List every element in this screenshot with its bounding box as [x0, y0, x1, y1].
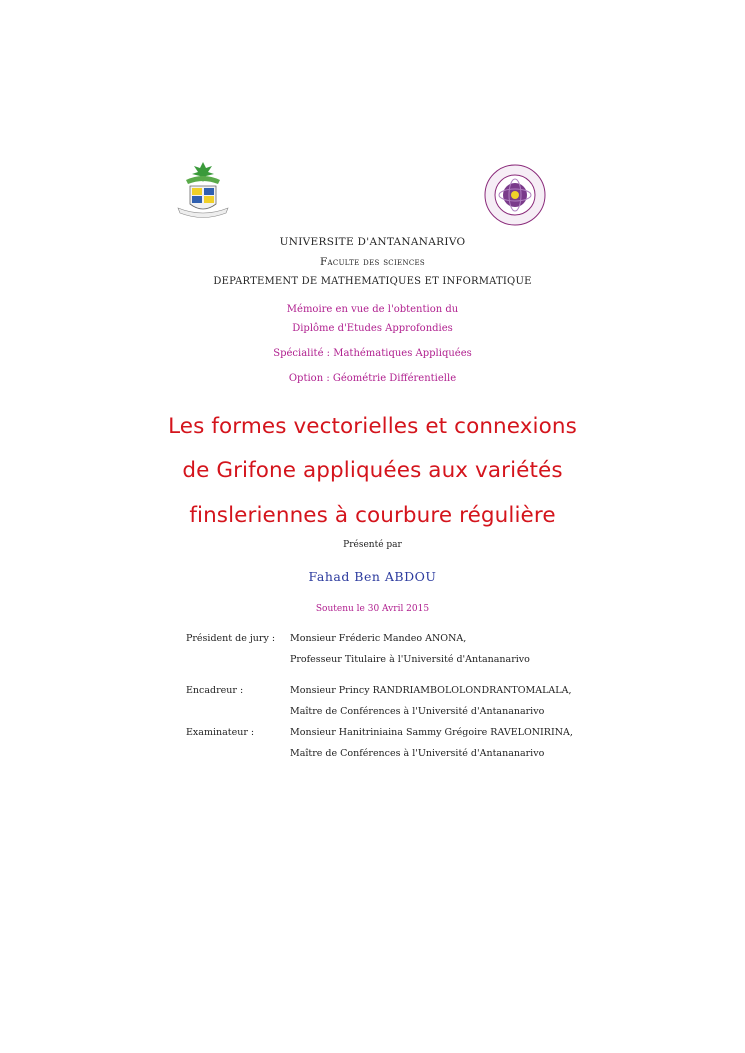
jury-member-name: Monsieur Hanitriniaina Sammy Grégoire RAVELONIRINA, [290, 727, 573, 738]
department-name: DEPARTEMENT DE MATHEMATIQUES ET INFORMATIQUE [213, 276, 532, 287]
jury-role: Encadreur : [186, 685, 244, 696]
jury-role: Président de jury : [186, 633, 276, 644]
author-name: Fahad Ben ABDOU [308, 569, 437, 584]
jury-member-title: Maître de Conférences à l'Université d'Antananarivo [290, 706, 545, 717]
diploma-line: Diplôme d'Etudes Approfondies [292, 323, 453, 334]
jury-member-name: Monsieur Fréderic Mandeo ANONA, [290, 633, 467, 644]
university-name: UNIVERSITE D'ANTANANARIVO [279, 236, 466, 248]
university-crest-logo [172, 160, 234, 224]
jury-member-name: Monsieur Princy RANDRIAMBOLOLONDRANTOMALALA, [290, 685, 572, 696]
thesis-title-line-1: Les formes vectorielles et connexions [168, 414, 577, 439]
jury-member-title: Maître de Conférences à l'Université d'Antananarivo [290, 748, 545, 759]
jury-role: Examinateur : [186, 727, 255, 738]
faculte-des-sciences-logo [482, 163, 548, 227]
specialite-line: Spécialité : Mathématiques Appliquées [273, 348, 472, 359]
option-line: Option : Géométrie Différentielle [288, 373, 457, 384]
presented-by-label: Présenté par [343, 540, 402, 550]
thesis-title-line-3: finsleriennes à courbure régulière [189, 503, 556, 528]
faculty-name: Faculte des sciences [319, 256, 426, 268]
defense-date: Soutenu le 30 Avril 2015 [315, 604, 430, 614]
thesis-title-line-2: de Grifone appliquées aux variétés [182, 458, 563, 483]
jury-member-title: Professeur Titulaire à l'Université d'Antananarivo [290, 654, 530, 665]
memoire-line: Mémoire en vue de l'obtention du [286, 304, 459, 315]
